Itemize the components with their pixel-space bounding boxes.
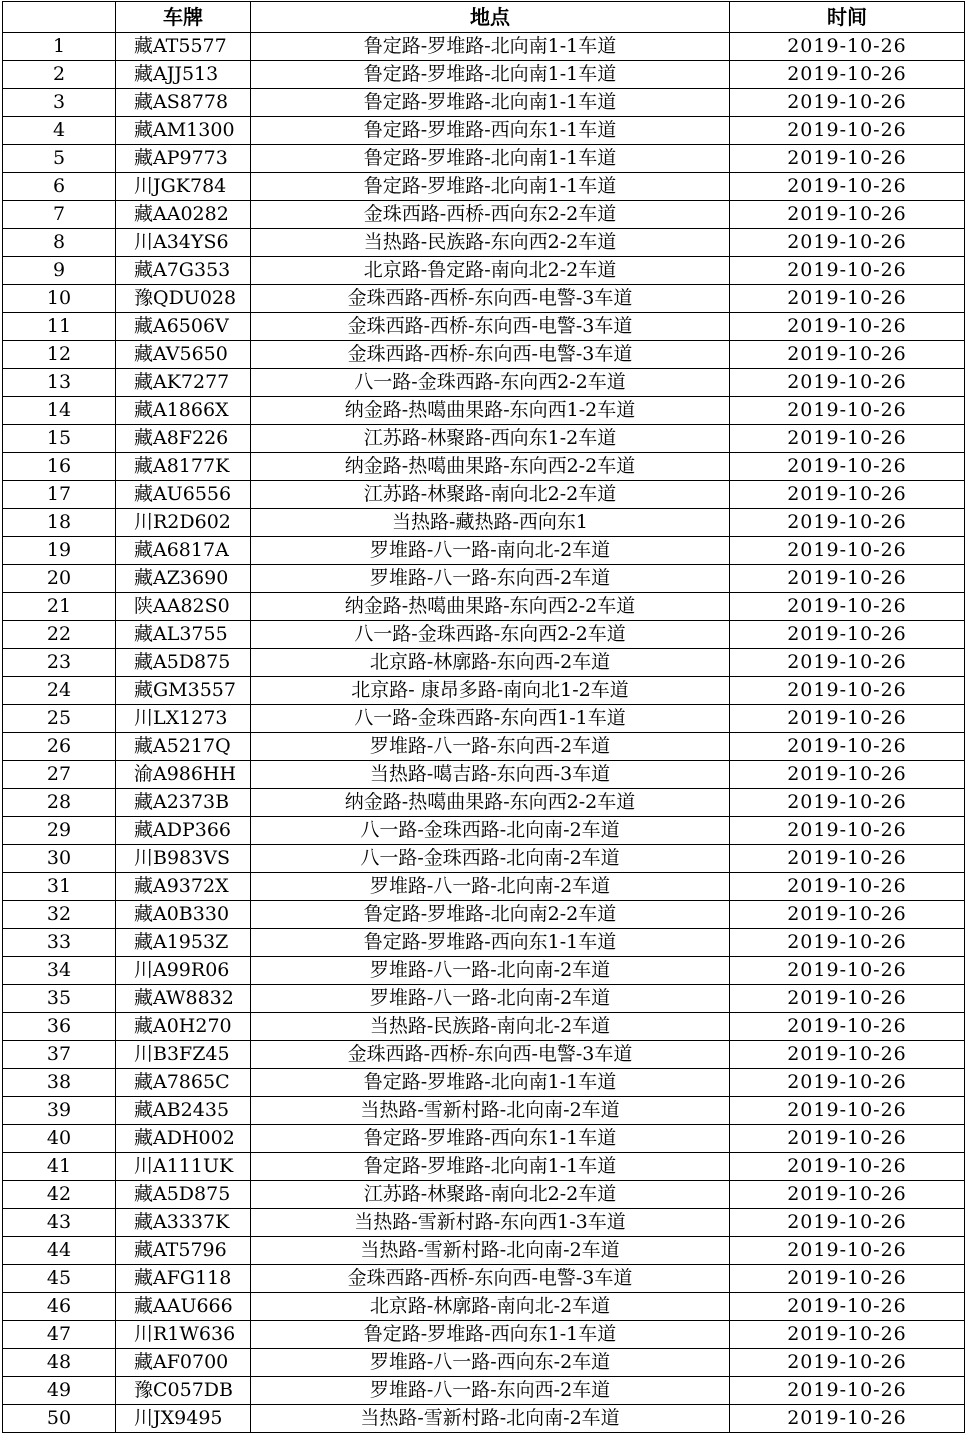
cell-index: 46 [3, 1293, 116, 1321]
cell-location: 北京路- 康昂多路-南向北1-2车道 [251, 677, 730, 705]
cell-location: 金珠西路-西桥-西向东2-2车道 [251, 201, 730, 229]
cell-time: 2019-10-26 [730, 1097, 965, 1125]
cell-time: 2019-10-26 [730, 817, 965, 845]
table-row [3, 845, 965, 873]
cell-time: 2019-10-26 [730, 1041, 965, 1069]
cell-index: 20 [3, 565, 116, 593]
cell-index: 33 [3, 929, 116, 957]
cell-location: 当热路-雪新村路-东向西1-3车道 [251, 1209, 730, 1237]
table-row [3, 733, 965, 761]
cell-time: 2019-10-26 [730, 1125, 965, 1153]
cell-time: 2019-10-26 [730, 593, 965, 621]
cell-index: 32 [3, 901, 116, 929]
cell-location: 金珠西路-西桥-东向西-电警-3车道 [251, 341, 730, 369]
cell-location: 北京路-鲁定路-南向北2-2车道 [251, 257, 730, 285]
cell-location: 鲁定路-罗堆路-北向南1-1车道 [251, 89, 730, 117]
cell-location: 纳金路-热噶曲果路-东向西2-2车道 [251, 453, 730, 481]
cell-index: 4 [3, 117, 116, 145]
cell-time: 2019-10-26 [730, 89, 965, 117]
cell-index: 6 [3, 173, 116, 201]
cell-time: 2019-10-26 [730, 313, 965, 341]
cell-index: 37 [3, 1041, 116, 1069]
cell-location: 江苏路-林聚路-南向北2-2车道 [251, 481, 730, 509]
header-time: 时间 [730, 2, 965, 33]
cell-location: 罗堆路-八一路-东向西-2车道 [251, 1377, 730, 1405]
cell-location: 鲁定路-罗堆路-西向东1-1车道 [251, 1125, 730, 1153]
cell-plate: 藏GM3557 [116, 677, 251, 705]
cell-index: 23 [3, 649, 116, 677]
cell-time: 2019-10-26 [730, 649, 965, 677]
cell-location: 北京路-林廓路-南向北-2车道 [251, 1293, 730, 1321]
cell-index: 31 [3, 873, 116, 901]
cell-location: 罗堆路-八一路-东向西-2车道 [251, 565, 730, 593]
table-row [3, 873, 965, 901]
cell-time: 2019-10-26 [730, 1349, 965, 1377]
cell-location: 鲁定路-罗堆路-北向南1-1车道 [251, 33, 730, 61]
table-row [3, 929, 965, 957]
cell-plate: 藏A6817A [116, 537, 251, 565]
cell-plate: 川A111UK [116, 1153, 251, 1181]
cell-index: 34 [3, 957, 116, 985]
cell-location: 鲁定路-罗堆路-北向南1-1车道 [251, 173, 730, 201]
cell-location: 鲁定路-罗堆路-西向东1-1车道 [251, 1321, 730, 1349]
cell-index: 10 [3, 285, 116, 313]
cell-location: 当热路-雪新村路-北向南-2车道 [251, 1405, 730, 1433]
cell-plate: 藏A7865C [116, 1069, 251, 1097]
cell-location: 当热路-藏热路-西向东1 [251, 509, 730, 537]
header-row [3, 2, 965, 33]
table-row [3, 1321, 965, 1349]
cell-index: 41 [3, 1153, 116, 1181]
table-row [3, 957, 965, 985]
cell-index: 26 [3, 733, 116, 761]
table-row [3, 537, 965, 565]
cell-index: 29 [3, 817, 116, 845]
cell-time: 2019-10-26 [730, 201, 965, 229]
cell-index: 45 [3, 1265, 116, 1293]
table-row [3, 1377, 965, 1405]
cell-time: 2019-10-26 [730, 61, 965, 89]
table-row [3, 593, 965, 621]
cell-location: 罗堆路-八一路-北向南-2车道 [251, 957, 730, 985]
cell-index: 3 [3, 89, 116, 117]
cell-plate: 藏AK7277 [116, 369, 251, 397]
cell-index: 13 [3, 369, 116, 397]
table-row [3, 817, 965, 845]
table-row [3, 1237, 965, 1265]
cell-location: 罗堆路-八一路-东向西-2车道 [251, 733, 730, 761]
cell-location: 鲁定路-罗堆路-北向南1-1车道 [251, 1153, 730, 1181]
cell-plate: 藏AFG118 [116, 1265, 251, 1293]
cell-location: 八一路-金珠西路-东向西2-2车道 [251, 621, 730, 649]
cell-location: 纳金路-热噶曲果路-东向西1-2车道 [251, 397, 730, 425]
table-row [3, 901, 965, 929]
cell-plate: 藏AT5796 [116, 1237, 251, 1265]
cell-time: 2019-10-26 [730, 33, 965, 61]
table-row [3, 985, 965, 1013]
cell-plate: 藏A0H270 [116, 1013, 251, 1041]
table-row [3, 425, 965, 453]
cell-plate: 藏ADP366 [116, 817, 251, 845]
table-row [3, 1293, 965, 1321]
cell-plate: 豫C057DB [116, 1377, 251, 1405]
cell-plate: 藏AAU666 [116, 1293, 251, 1321]
cell-time: 2019-10-26 [730, 929, 965, 957]
cell-time: 2019-10-26 [730, 1209, 965, 1237]
cell-plate: 川JX9495 [116, 1405, 251, 1433]
cell-time: 2019-10-26 [730, 789, 965, 817]
cell-plate: 藏AT5577 [116, 33, 251, 61]
cell-index: 36 [3, 1013, 116, 1041]
cell-time: 2019-10-26 [730, 873, 965, 901]
cell-plate: 藏A1953Z [116, 929, 251, 957]
cell-index: 27 [3, 761, 116, 789]
cell-time: 2019-10-26 [730, 173, 965, 201]
cell-time: 2019-10-26 [730, 565, 965, 593]
cell-plate: 豫QDU028 [116, 285, 251, 313]
cell-location: 鲁定路-罗堆路-北向南1-1车道 [251, 145, 730, 173]
table-row [3, 453, 965, 481]
table-row [3, 1209, 965, 1237]
cell-location: 罗堆路-八一路-北向南-2车道 [251, 873, 730, 901]
cell-index: 8 [3, 229, 116, 257]
cell-plate: 藏A6506V [116, 313, 251, 341]
cell-plate: 川R2D602 [116, 509, 251, 537]
cell-time: 2019-10-26 [730, 1181, 965, 1209]
cell-location: 八一路-金珠西路-北向南-2车道 [251, 845, 730, 873]
cell-time: 2019-10-26 [730, 985, 965, 1013]
cell-index: 25 [3, 705, 116, 733]
table-row [3, 649, 965, 677]
cell-index: 47 [3, 1321, 116, 1349]
cell-index: 49 [3, 1377, 116, 1405]
table-row [3, 565, 965, 593]
cell-plate: 藏AL3755 [116, 621, 251, 649]
cell-index: 14 [3, 397, 116, 425]
table-row [3, 509, 965, 537]
cell-plate: 川B3FZ45 [116, 1041, 251, 1069]
cell-time: 2019-10-26 [730, 1153, 965, 1181]
cell-index: 43 [3, 1209, 116, 1237]
table-row [3, 145, 965, 173]
cell-location: 金珠西路-西桥-东向西-电警-3车道 [251, 1041, 730, 1069]
table-row [3, 341, 965, 369]
cell-time: 2019-10-26 [730, 1377, 965, 1405]
table-row [3, 173, 965, 201]
cell-time: 2019-10-26 [730, 1321, 965, 1349]
table-row [3, 677, 965, 705]
cell-time: 2019-10-26 [730, 481, 965, 509]
cell-plate: 藏AB2435 [116, 1097, 251, 1125]
cell-index: 17 [3, 481, 116, 509]
table-row [3, 1265, 965, 1293]
table-row [3, 201, 965, 229]
cell-time: 2019-10-26 [730, 397, 965, 425]
cell-time: 2019-10-26 [730, 537, 965, 565]
table-row [3, 369, 965, 397]
cell-index: 40 [3, 1125, 116, 1153]
cell-plate: 川B983VS [116, 845, 251, 873]
header-plate: 车牌 [116, 2, 251, 33]
cell-location: 鲁定路-罗堆路-西向东1-1车道 [251, 117, 730, 145]
cell-plate: 川A99R06 [116, 957, 251, 985]
table-row [3, 313, 965, 341]
cell-location: 金珠西路-西桥-东向西-电警-3车道 [251, 285, 730, 313]
table-row [3, 761, 965, 789]
cell-time: 2019-10-26 [730, 453, 965, 481]
cell-plate: 藏A8177K [116, 453, 251, 481]
cell-location: 纳金路-热噶曲果路-东向西2-2车道 [251, 789, 730, 817]
cell-plate: 藏AV5650 [116, 341, 251, 369]
cell-plate: 川A34YS6 [116, 229, 251, 257]
cell-time: 2019-10-26 [730, 1293, 965, 1321]
cell-location: 当热路-民族路-南向北-2车道 [251, 1013, 730, 1041]
cell-index: 24 [3, 677, 116, 705]
cell-time: 2019-10-26 [730, 1265, 965, 1293]
table-row [3, 89, 965, 117]
table-row [3, 33, 965, 61]
cell-plate: 藏AW8832 [116, 985, 251, 1013]
cell-location: 鲁定路-罗堆路-北向南1-1车道 [251, 1069, 730, 1097]
table-row [3, 1041, 965, 1069]
cell-plate: 川LX1273 [116, 705, 251, 733]
cell-index: 16 [3, 453, 116, 481]
cell-location: 八一路-金珠西路-东向西1-1车道 [251, 705, 730, 733]
cell-index: 30 [3, 845, 116, 873]
cell-index: 22 [3, 621, 116, 649]
cell-plate: 川JGK784 [116, 173, 251, 201]
table-row [3, 1405, 965, 1433]
cell-time: 2019-10-26 [730, 901, 965, 929]
cell-time: 2019-10-26 [730, 1405, 965, 1433]
cell-location: 江苏路-林聚路-西向东1-2车道 [251, 425, 730, 453]
table-body [3, 33, 965, 1433]
cell-index: 19 [3, 537, 116, 565]
cell-time: 2019-10-26 [730, 1237, 965, 1265]
table-row [3, 1153, 965, 1181]
table-row [3, 1069, 965, 1097]
table-row [3, 229, 965, 257]
cell-index: 42 [3, 1181, 116, 1209]
cell-time: 2019-10-26 [730, 1013, 965, 1041]
cell-plate: 藏A5D875 [116, 649, 251, 677]
cell-plate: 藏AM1300 [116, 117, 251, 145]
cell-plate: 藏A8F226 [116, 425, 251, 453]
cell-time: 2019-10-26 [730, 733, 965, 761]
cell-plate: 藏AP9773 [116, 145, 251, 173]
table-row [3, 705, 965, 733]
cell-time: 2019-10-26 [730, 509, 965, 537]
cell-location: 罗堆路-八一路-南向北-2车道 [251, 537, 730, 565]
cell-index: 7 [3, 201, 116, 229]
cell-time: 2019-10-26 [730, 705, 965, 733]
cell-index: 11 [3, 313, 116, 341]
cell-time: 2019-10-26 [730, 229, 965, 257]
cell-location: 当热路-民族路-东向西2-2车道 [251, 229, 730, 257]
cell-plate: 渝A986HH [116, 761, 251, 789]
cell-location: 鲁定路-罗堆路-北向南2-2车道 [251, 901, 730, 929]
cell-plate: 藏AZ3690 [116, 565, 251, 593]
cell-index: 28 [3, 789, 116, 817]
cell-index: 48 [3, 1349, 116, 1377]
cell-plate: 藏A7G353 [116, 257, 251, 285]
cell-plate: 藏AJJ513 [116, 61, 251, 89]
cell-time: 2019-10-26 [730, 1069, 965, 1097]
cell-plate: 藏A2373B [116, 789, 251, 817]
cell-plate: 藏A9372X [116, 873, 251, 901]
cell-index: 9 [3, 257, 116, 285]
cell-plate: 藏AU6556 [116, 481, 251, 509]
cell-index: 5 [3, 145, 116, 173]
cell-index: 15 [3, 425, 116, 453]
cell-index: 35 [3, 985, 116, 1013]
table-row [3, 285, 965, 313]
cell-location: 鲁定路-罗堆路-北向南1-1车道 [251, 61, 730, 89]
table-row [3, 1181, 965, 1209]
table-row [3, 61, 965, 89]
cell-plate: 川R1W636 [116, 1321, 251, 1349]
cell-index: 21 [3, 593, 116, 621]
cell-plate: 藏A5D875 [116, 1181, 251, 1209]
cell-plate: 藏A0B330 [116, 901, 251, 929]
table-row [3, 117, 965, 145]
cell-time: 2019-10-26 [730, 761, 965, 789]
header-index [3, 2, 116, 33]
cell-index: 39 [3, 1097, 116, 1125]
cell-plate: 藏A3337K [116, 1209, 251, 1237]
cell-location: 北京路-林廓路-东向西-2车道 [251, 649, 730, 677]
cell-plate: 藏AF0700 [116, 1349, 251, 1377]
cell-location: 八一路-金珠西路-东向西2-2车道 [251, 369, 730, 397]
cell-location: 纳金路-热噶曲果路-东向西2-2车道 [251, 593, 730, 621]
cell-time: 2019-10-26 [730, 145, 965, 173]
cell-index: 18 [3, 509, 116, 537]
table-row [3, 621, 965, 649]
table-row [3, 1125, 965, 1153]
cell-location: 鲁定路-罗堆路-西向东1-1车道 [251, 929, 730, 957]
cell-time: 2019-10-26 [730, 257, 965, 285]
cell-time: 2019-10-26 [730, 341, 965, 369]
table-row [3, 257, 965, 285]
cell-location: 当热路-雪新村路-北向南-2车道 [251, 1237, 730, 1265]
plate-records-table [2, 1, 965, 1433]
cell-index: 1 [3, 33, 116, 61]
cell-location: 金珠西路-西桥-东向西-电警-3车道 [251, 1265, 730, 1293]
cell-plate: 藏ADH002 [116, 1125, 251, 1153]
cell-time: 2019-10-26 [730, 369, 965, 397]
cell-index: 2 [3, 61, 116, 89]
cell-location: 当热路-噶吉路-东向西-3车道 [251, 761, 730, 789]
cell-plate: 藏A1866X [116, 397, 251, 425]
cell-location: 罗堆路-八一路-北向南-2车道 [251, 985, 730, 1013]
cell-index: 12 [3, 341, 116, 369]
cell-location: 罗堆路-八一路-西向东-2车道 [251, 1349, 730, 1377]
cell-location: 金珠西路-西桥-东向西-电警-3车道 [251, 313, 730, 341]
cell-time: 2019-10-26 [730, 677, 965, 705]
table-row [3, 397, 965, 425]
cell-plate: 陕AA82S0 [116, 593, 251, 621]
cell-location: 江苏路-林聚路-南向北2-2车道 [251, 1181, 730, 1209]
cell-location: 八一路-金珠西路-北向南-2车道 [251, 817, 730, 845]
cell-index: 38 [3, 1069, 116, 1097]
cell-plate: 藏A5217Q [116, 733, 251, 761]
table-row [3, 1349, 965, 1377]
table-row [3, 1097, 965, 1125]
cell-time: 2019-10-26 [730, 621, 965, 649]
table-row [3, 1013, 965, 1041]
cell-index: 50 [3, 1405, 116, 1433]
table-row [3, 789, 965, 817]
cell-time: 2019-10-26 [730, 957, 965, 985]
cell-plate: 藏AS8778 [116, 89, 251, 117]
cell-time: 2019-10-26 [730, 425, 965, 453]
cell-index: 44 [3, 1237, 116, 1265]
cell-plate: 藏AA0282 [116, 201, 251, 229]
header-location: 地点 [251, 2, 730, 33]
cell-location: 当热路-雪新村路-北向南-2车道 [251, 1097, 730, 1125]
cell-time: 2019-10-26 [730, 285, 965, 313]
cell-time: 2019-10-26 [730, 117, 965, 145]
cell-time: 2019-10-26 [730, 845, 965, 873]
table-row [3, 481, 965, 509]
